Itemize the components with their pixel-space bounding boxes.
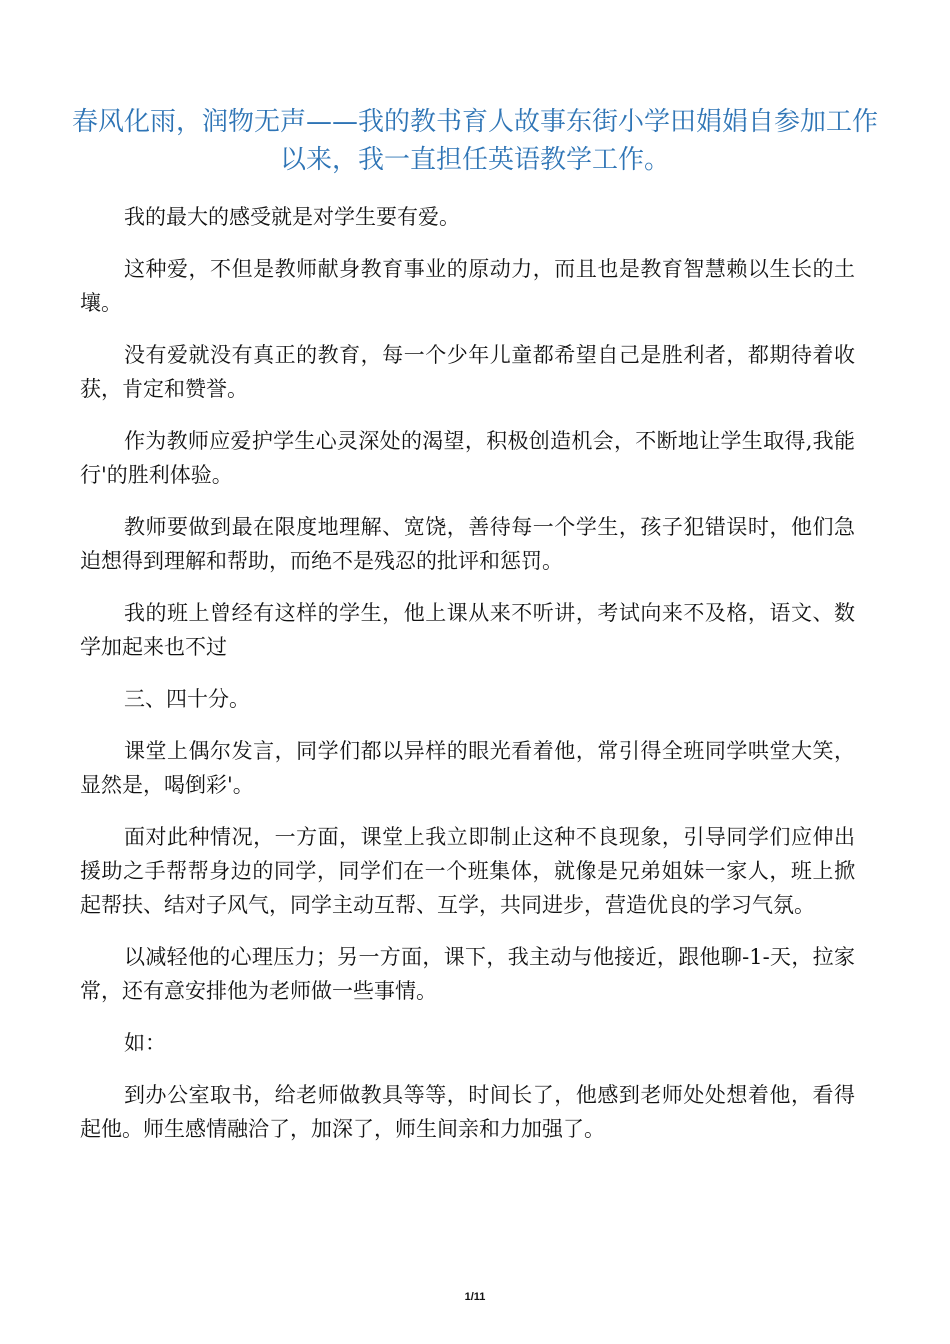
paragraph: 我的班上曾经有这样的学生，他上课从来不听讲，考试向来不及格，语文、数学加起来也不过 bbox=[80, 601, 855, 659]
page-number: 1/11 bbox=[464, 1291, 486, 1303]
paragraph: 以减轻他的心理压力；另一方面，课下，我主动与他接近，跟他聊-1-天，拉家常，还有意安排他为老师做一些事情。 bbox=[80, 945, 855, 1003]
paragraph: 这种爱，不但是教师献身教育事业的原动力，而且也是教育智慧赖以生长的土壤。 bbox=[80, 257, 855, 315]
paragraph: 教师要做到最在限度地理解、宽饶，善待每一个学生，孩子犯错误时，他们急迫想得到理解和帮助，而绝不是残忍的批评和惩罚。 bbox=[80, 515, 855, 573]
document-body bbox=[80, 200, 855, 1164]
paragraph: 如： bbox=[124, 1031, 166, 1055]
paragraph: 没有爱就没有真正的教育，每一个少年儿童都希望自己是胜利者，都期待着收获，肯定和赞誉。 bbox=[80, 343, 855, 401]
paragraph: 三、四十分。 bbox=[124, 687, 250, 711]
paragraph: 我的最大的感受就是对学生要有爱。 bbox=[124, 205, 460, 229]
paragraph: 作为教师应爱护学生心灵深处的渴望，积极创造机会，不断地让学生取得,我能行'的胜利体验。 bbox=[80, 429, 855, 487]
paragraph: 面对此种情况，一方面，课堂上我立即制止这种不良现象，引导同学们应伸出援助之手帮帮身边的同学，同学们在一个班集体，就像是兄弟姐妹一家人，班上掀起帮扶、结对子风气，同学主动互帮、互学，共同进步，营造优良的学习气氛。 bbox=[80, 825, 855, 917]
paragraph: 课堂上偶尔发言，同学们都以异样的眼光看着他，常引得全班同学哄堂大笑，显然是，喝倒彩'。 bbox=[80, 739, 855, 797]
paragraph: 到办公室取书，给老师做教具等等，时间长了，他感到老师处处想着他，看得起他。师生感情融洽了，加深了，师生间亲和力加强了。 bbox=[80, 1083, 855, 1141]
document-title: 春风化雨，润物无声——我的教书育人故事东街小学田娟娟自参加工作以来，我一直担任英语教学工作。 bbox=[71, 107, 878, 175]
